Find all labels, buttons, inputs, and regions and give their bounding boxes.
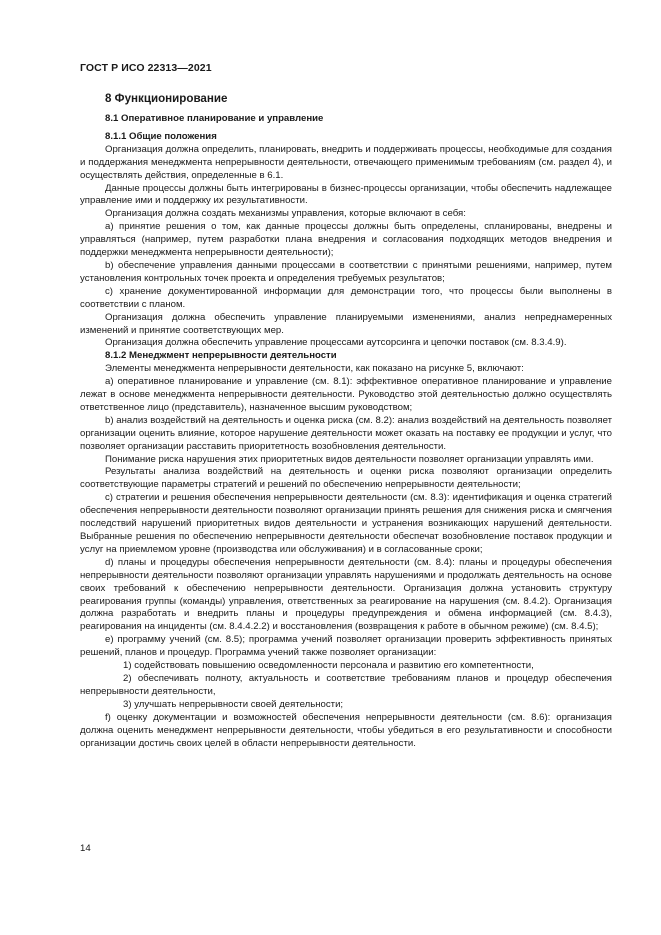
paragraph: Результаты анализа воздействий на деятельность и оценки риска позволяют организации определить соответствующие параметры стратегий и решений по обеспечению непрерывности деятельности;: [80, 466, 612, 491]
numbered-item: 1) содействовать повышению осведомленности персонала и развитию его компетентности,: [123, 660, 534, 672]
list-item: е) программу учений (см. 8.5); программа учений позволяет организации проверить эффективность принятых решений, планов и процедур. Программа учений также позволяет организации:: [80, 634, 612, 659]
numbered-item: 2) обеспечивать полноту, актуальность и соответствие требованиям планов и процедур обеспечения непрерывности деятельности,: [80, 672, 612, 697]
standard-header: ГОСТ Р ИСО 22313—2021: [80, 62, 212, 74]
paragraph: Элементы менеджмента непрерывности деятельности, как показано на рисунке 5, включают:: [105, 363, 524, 375]
page-content: [80, 92, 612, 750]
paragraph: Данные процессы должны быть интегрированы в бизнес-процессы организации, чтобы обеспечить надлежащее управление ими и поддержку их результативности.: [80, 182, 612, 207]
sub2-title: 8.1.2 Менеджмент непрерывности деятельности: [105, 350, 337, 362]
page-number: 14: [80, 843, 91, 854]
subsection-title: 8.1 Оперативное планирование и управление: [105, 113, 324, 124]
paragraph: Понимание риска нарушения этих приоритетных видов деятельности позволяет организации управлять ими.: [105, 453, 594, 465]
paragraph: Организация должна определить, планировать, внедрить и поддерживать процессы, необходимые для создания и поддержания менеджмента непрерывности деятельности, отвечающего применимым требованиям (см. раздел 4), и осуществлять действия, определенные в 6.1.: [80, 143, 612, 181]
list-item: с) хранение документированной информации для демонстрации того, что процессы были выполнены в соответствии с планом.: [80, 285, 612, 310]
list-item: с) стратегии и решения обеспечения непрерывности деятельности (см. 8.3): идентификация и оценка стратегий обеспечения непрерывности деятельности позволяют организации принять решения для снижения риска и смягчения последствий нарушений приоритетных видов деятельности и устранения возникающих нарушений деятельности. Выбранные решения по обеспечению непрерывности деятельности обеспечат возобновление поставок продукции и услуг на приемлемом уровне (производства или обслуживания) и в согласованные сроки;: [80, 492, 612, 555]
paragraph: Организация должна создать механизмы управления, которые включают в себя:: [105, 208, 466, 220]
list-item: а) оперативное планирование и управление (см. 8.1): эффективное оперативное планирование и управление лежат в основе менеджмента непрерывности деятельности. Руководство этой деятельностью должно осуществлять ответственное лицо (представитель), назначенное высшим руководством;: [80, 376, 612, 413]
list-item: b) анализ воздействий на деятельность и оценка риска (см. 8.2): анализ воздействий на деятельность позволяет организации оценить влияние, которое нарушение деятельности может оказать на поставку ее продукции и услуг, что позволяет организации расставить приоритетность возобновления деятельности.: [80, 414, 612, 452]
list-item: b) обеспечение управления данными процессами в соответствии с принятыми решениями, например, путем установления контрольных точек проекта и определения требуемых результатов;: [80, 259, 612, 284]
list-item: d) планы и процедуры обеспечения непрерывности деятельности (см. 8.4): планы и процедуры обеспечения непрерывности деятельности позволяют организации управлять нарушениями и продолжать деятельность на основе своих требований к обеспечению непрерывности деятельности. Организация должна установить структуру реагирования группы (команды) управления, ответственных за реагирование на нарушения (см. 8.4.2). Организация должна разработать и внедрить планы и процедуры предупреждения и обмена информацией (см. 8.4.3), реагирования на инциденты (см. 8.4.4.2.2) и восстановления (возвращения к работе в обычном режиме) (см. 8.4.5);: [80, 556, 612, 633]
list-item: а) принятие решения о том, как данные процессы должны быть определены, спланированы, внедрены и управляться (например, путем разработки плана внедрения и согласования подходящих методов внедрения и поддержки менеджмента непрерывности деятельности);: [80, 221, 612, 259]
paragraph: Организация должна обеспечить управление планируемыми изменениями, анализ непреднамеренных изменений и принятие соответствующих мер.: [80, 311, 612, 336]
list-item: f) оценку документации и возможностей обеспечения непрерывности деятельности (см. 8.6): организация должна оценить менеджмент непрерывности деятельности, чтобы убедиться в его результативности и способности организации достичь своих целей в области непрерывности деятельности.: [80, 711, 612, 749]
numbered-item: 3) улучшать непрерывности своей деятельности;: [123, 698, 344, 710]
sub1-title: 8.1.1 Общие положения: [105, 130, 217, 142]
section-title: 8 Функционирование: [105, 92, 228, 105]
paragraph: Организация должна обеспечить управление процессами аутсорсинга и цепочки поставок (см. 8.3.4.9).: [105, 337, 567, 349]
